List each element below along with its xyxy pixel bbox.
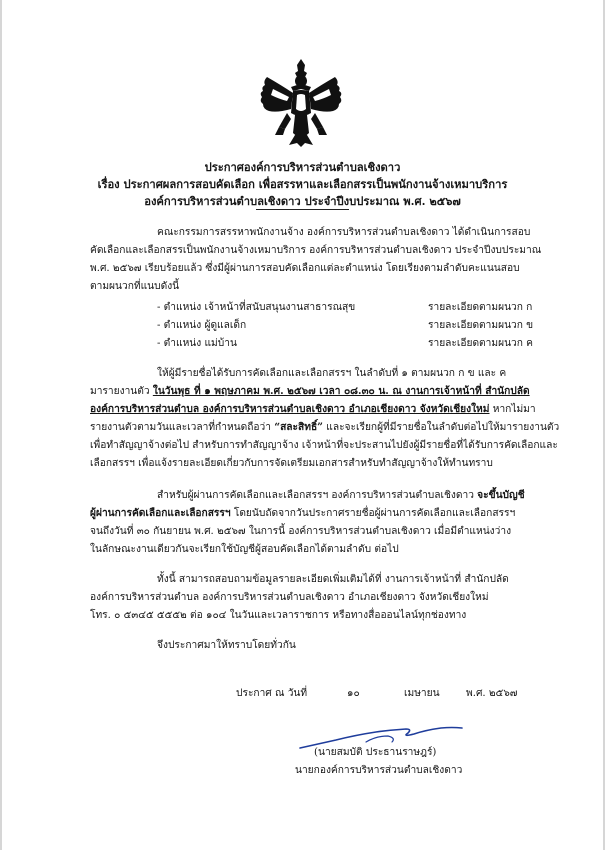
date-day: ๑๐: [347, 688, 360, 699]
para4-line2: องค์การบริหารส่วนตำบล องค์การบริหารส่วนตำบลเชิงดาว อำเภอเชียงดาว จังหวัดเชียงใหม่: [90, 592, 489, 603]
position-ref-c: รายละเอียดตามผนวก ค: [428, 338, 533, 349]
para2-line2-text: มารายงานตัว: [90, 386, 153, 397]
announcement-subject: เรื่อง ประกาศผลการสอบคัดเลือก เพื่อสรรหาและเลือกสรรเป็นพนักงานจ้างเหมาบริการ: [97, 177, 508, 191]
position-item-housekeeper: - ตำแหน่ง แม่บ้าน: [157, 338, 237, 349]
para3-line1-text: สำหรับผู้ผ่านการคัดเลือกและเลือกสรรฯ องค์การบริหารส่วนตำบลเชิงดาว: [157, 490, 478, 501]
passed-candidates-highlight: ผู้ผ่านการคัดเลือกและเลือกสรรฯ: [90, 507, 231, 519]
para3-line4: ในลักษณะงานเดียวกันจะเรียกใช้บัญชีผู้สอบคัดเลือกได้ตามลำดับ ต่อไป: [90, 544, 399, 555]
para3-line2-text: โดยนับถัดจากวันประกาศรายชื่อผู้ผ่านการคัดเลือกและเลือกสรรฯ: [230, 508, 516, 519]
page-left-edge: [0, 0, 2, 850]
para1-line4: ตามผนวกที่แนบดังนี้: [90, 281, 180, 292]
para3-line3: จนถึงวันที่ ๓๐ กันยายน พ.ศ. ๒๕๖๗ ในการนี้ องค์การบริหารส่วนตำบลเชิงดาว เมื่อมีตำแหน่งว่าง: [90, 526, 512, 537]
report-date-highlight: ในวันพุธ ที่ ๑ พฤษภาคม พ.ศ. ๒๕๖๗ เวลา ๐๘.๓๐ น. ณ งานการเจ้าหน้าที่ สำนักปลัด: [152, 385, 530, 397]
report-location-highlight: องค์การบริหารส่วนตำบล องค์การบริหารส่วนตำบลเชิงดาว อำเภอเชียงดาว จังหวัดเชียงใหม่: [90, 403, 490, 415]
para3-line1: [157, 488, 525, 503]
closing-statement: จึงประกาศมาให้ทราบโดยทั่วกัน: [157, 640, 296, 651]
para2-line2: [90, 384, 530, 399]
para4-line1: ทั้งนี้ สามารถสอบถามข้อมูลรายละเอียดเพิ่มเติมได้ที่ งานการเจ้าหน้าที่ สำนักปลัด: [157, 574, 509, 585]
announcement-subject-line2: องค์การบริหารส่วนตำบลเชิงดาว ประจำปีงบประมาณ พ.ศ. ๒๕๖๗: [144, 194, 461, 208]
para2-line1: ให้ผู้มีรายชื่อได้รับการคัดเลือกและเลือกสรรฯ ในลำดับที่ ๑ ตามผนวก ก ข และ ค: [157, 368, 507, 379]
position-item-health: - ตำแหน่ง เจ้าหน้าที่สนับสนุนงานสาธารณสุข: [157, 302, 356, 313]
para2-line3-text: หากไม่มา: [489, 404, 536, 415]
date-year: พ.ศ. ๒๕๖๗: [466, 688, 518, 699]
announcement-title: ประกาศองค์การบริหารส่วนตำบลเชิงดาว: [204, 160, 401, 174]
position-item-childcare: - ตำแหน่ง ผู้ดูแลเด็ก: [157, 320, 247, 331]
para4-line3: โทร. ๐ ๕๓๔๕ ๕๕๕๒ ต่อ ๑๐๔ ในวันและเวลาราชการ หรือทางสื่อออนไลน์ทุกช่องทาง: [90, 610, 467, 621]
signatory-name: (นายสมบัติ ประธานราษฎร์): [314, 747, 437, 758]
signatory-position: นายกองค์การบริหารส่วนตำบลเชิงดาว: [295, 765, 463, 776]
position-ref-a: รายละเอียดตามผนวก ก: [428, 302, 533, 313]
list-registration-highlight: จะขึ้นบัญชี: [477, 489, 525, 501]
para2-line4-text2: และจะเรียกผู้ที่มีรายชื่อในลำดับต่อไปให้มารายงานตัว: [323, 422, 560, 433]
date-month: เมษายน: [404, 688, 440, 699]
para1-line1: คณะกรรมการสรรหาพนักงานจ้าง องค์การบริหารส่วนตำบลเชิงดาว ได้ดำเนินการสอบ: [157, 227, 531, 238]
date-prefix: ประกาศ ณ วันที่: [236, 688, 308, 699]
para2-line4: [90, 420, 559, 435]
forfeit-highlight: “สละสิทธิ์”: [274, 421, 324, 433]
heading-divider: [256, 209, 349, 210]
garuda-emblem-icon: [253, 55, 349, 151]
para2-line6: เลือกสรรฯ เพื่อแจ้งรายละเอียดเกี่ยวกับการจัดเตรียมเอกสารสำหรับทำสัญญาจ้างให้ทำนทราบ: [90, 458, 493, 469]
para2-line5: เพื่อทำสัญญาจ้างต่อไป สำหรับการทำสัญญาจ้าง เจ้าหน้าที่จะประสานไปยังผู้มีรายชื่อที่ได้รับการคัดเลือกและ: [90, 440, 558, 451]
para3-line2: [90, 506, 515, 521]
para1-line3: พ.ศ. ๒๕๖๗ เรียบร้อยแล้ว ซึ่งมีผู้ผ่านการสอบคัดเลือกแต่ละตำแหน่ง โดยเรียงตามลำดับคะแนนสอบ: [90, 263, 520, 274]
para2-line4-text: รายงานตัวตามวันและเวลาที่กำหนดถือว่า: [90, 422, 275, 433]
para1-line2: คัดเลือกและเลือกสรรเป็นพนักงานจ้างเหมาบริการ องค์การบริหารส่วนตำบลเชิงดาว ประจำปีงบประมาณ: [90, 245, 542, 256]
para2-line3: [90, 402, 536, 417]
position-ref-b: รายละเอียดตามผนวก ข: [428, 320, 534, 331]
